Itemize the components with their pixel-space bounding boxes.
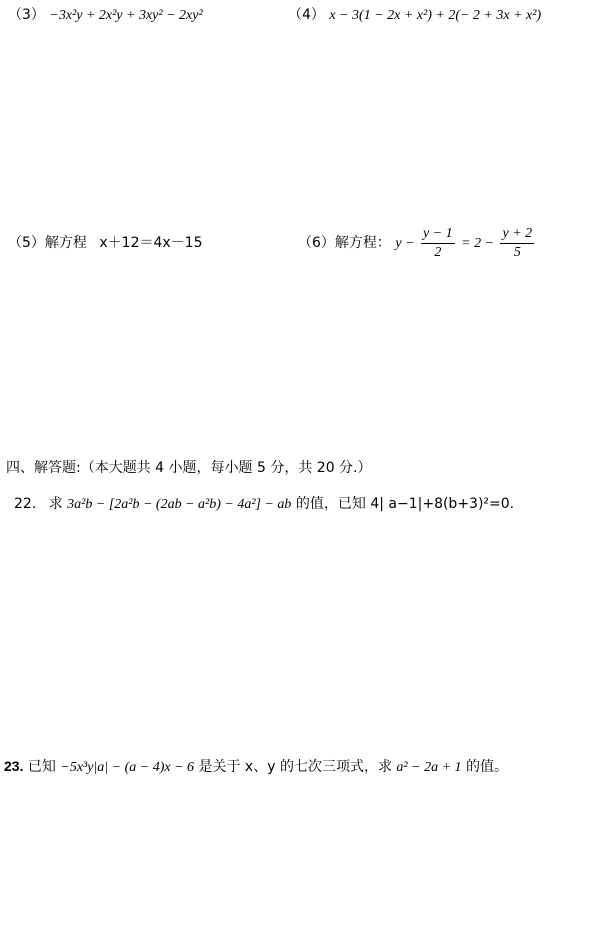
- question-23: [4, 756, 508, 778]
- problem-5-label: （5）解方程: [8, 235, 87, 251]
- question-23-number: 23.: [4, 758, 24, 774]
- question-23-expression: −5x³y|a| − (a − 4)x − 6: [60, 760, 195, 775]
- question-23-suffix: 的值。: [465, 759, 508, 775]
- problem-6-fraction-1: [421, 225, 455, 262]
- problem-6-middle: = 2 −: [461, 236, 495, 251]
- fraction-1-denominator: 2: [434, 244, 442, 260]
- question-22-number: 22.: [14, 496, 37, 512]
- question-23-prefix: 已知: [27, 759, 56, 775]
- question-22-expression: 3a²b − [2a²b − (2ab − a²b) − 4a²] − ab: [67, 497, 292, 512]
- question-23-expression-2: a² − 2a + 1: [396, 760, 462, 775]
- problem-3-label: （3）: [8, 7, 45, 23]
- section-4-heading: 四、解答题:（本大题共 4 小题，每小题 5 分，共 20 分.）: [6, 460, 372, 476]
- problem-4-expression: x − 3(1 − 2x + x²) + 2(− 2 + 3x + x²): [329, 8, 542, 23]
- question-22-suffix: 的值，已知 4| a−1|+8(b+3)²=0.: [295, 496, 515, 512]
- problem-6: [298, 222, 536, 265]
- fraction-1-numerator: y − 1: [421, 225, 455, 244]
- problem-4-label: （4）: [288, 7, 325, 23]
- problem-6-label: （6）解方程：: [298, 235, 391, 251]
- problem-5-equation: x＋12＝4x－15: [99, 235, 203, 251]
- problem-3-expression: −3x²y + 2x²y + 3xy² − 2xy²: [49, 8, 203, 23]
- fraction-2-numerator: y + 2: [500, 225, 534, 244]
- fraction-2-denominator: 5: [513, 244, 521, 260]
- problem-3: [8, 5, 203, 26]
- question-23-middle: 是关于 x、y 的七次三项式，求: [198, 759, 392, 775]
- problem-4: [288, 5, 541, 26]
- problem-6-fraction-2: [500, 225, 534, 262]
- problem-5: [8, 233, 202, 253]
- problem-6-lhs: y −: [395, 236, 415, 251]
- question-22: [14, 494, 514, 515]
- question-22-prefix: 求: [48, 496, 63, 512]
